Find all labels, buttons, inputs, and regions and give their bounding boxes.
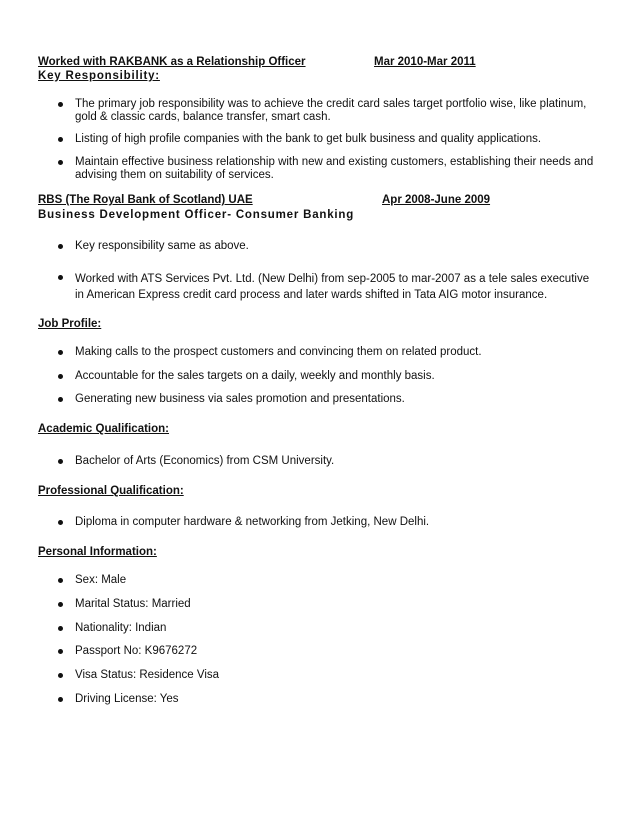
job2-title: RBS (The Royal Bank of Scotland) UAE bbox=[38, 194, 253, 206]
list-item: Generating new business via sales promotion and presentations. bbox=[58, 393, 598, 406]
bullet-icon bbox=[58, 649, 63, 654]
bullet-icon bbox=[58, 244, 63, 249]
professional-heading: Professional Qualification: bbox=[38, 485, 184, 497]
job2-date: Apr 2008-June 2009 bbox=[382, 194, 491, 206]
bullet-icon bbox=[58, 374, 63, 379]
list-item: Worked with ATS Services Pvt. Ltd. (New Delhi) from sep-2005 to mar-2007 as a tele sales executive in American Express credit card process and later wards shifted in Tata AIG motor insurance. bbox=[58, 271, 598, 303]
list-item: Visa Status: Residence Visa bbox=[58, 669, 598, 682]
list-item: Sex: Male bbox=[58, 574, 598, 587]
bullet-icon bbox=[58, 397, 63, 402]
list-item: Passport No: K9676272 bbox=[58, 645, 598, 658]
bullet-icon bbox=[58, 578, 63, 583]
job1-resp-heading: Key Responsibility: bbox=[38, 70, 160, 82]
bullet-icon bbox=[58, 275, 63, 280]
bullet-icon bbox=[58, 350, 63, 355]
list-item: Driving License: Yes bbox=[58, 693, 598, 706]
bullet-icon bbox=[58, 137, 63, 142]
list-item: Nationality: Indian bbox=[58, 622, 598, 635]
bullet-icon bbox=[58, 102, 63, 107]
bullet-icon bbox=[58, 602, 63, 607]
bullet-icon bbox=[58, 626, 63, 631]
list-item: Listing of high profile companies with the bank to get bulk business and quality applications. bbox=[58, 133, 598, 146]
job1-title: Worked with RAKBANK as a Relationship Officer bbox=[38, 56, 306, 68]
bullet-icon bbox=[58, 673, 63, 678]
job2-role: Business Development Officer- Consumer Banking bbox=[38, 209, 355, 221]
job-profile-heading: Job Profile: bbox=[38, 318, 102, 330]
academic-heading: Academic Qualification: bbox=[38, 423, 170, 435]
list-item: Making calls to the prospect customers and convincing them on related product. bbox=[58, 346, 598, 359]
list-item: Diploma in computer hardware & networking from Jetking, New Delhi. bbox=[58, 516, 598, 529]
personal-heading: Personal Information: bbox=[38, 546, 157, 558]
list-item: The primary job responsibility was to achieve the credit card sales target portfolio wise, like platinum, gold & classic cards, balance transfer, smart cash. bbox=[58, 98, 598, 124]
list-item: Accountable for the sales targets on a daily, weekly and monthly basis. bbox=[58, 370, 598, 383]
list-item: Bachelor of Arts (Economics) from CSM University. bbox=[58, 455, 598, 468]
bullet-icon bbox=[58, 520, 63, 525]
bullet-icon bbox=[58, 459, 63, 464]
list-item: Maintain effective business relationship with new and existing customers, establishing their needs and advising them on suitability of services. bbox=[58, 156, 598, 182]
job1-date: Mar 2010-Mar 2011 bbox=[374, 56, 476, 68]
list-item: Marital Status: Married bbox=[58, 598, 598, 611]
bullet-icon bbox=[58, 697, 63, 702]
list-item: Key responsibility same as above. bbox=[58, 240, 598, 253]
bullet-icon bbox=[58, 160, 63, 165]
